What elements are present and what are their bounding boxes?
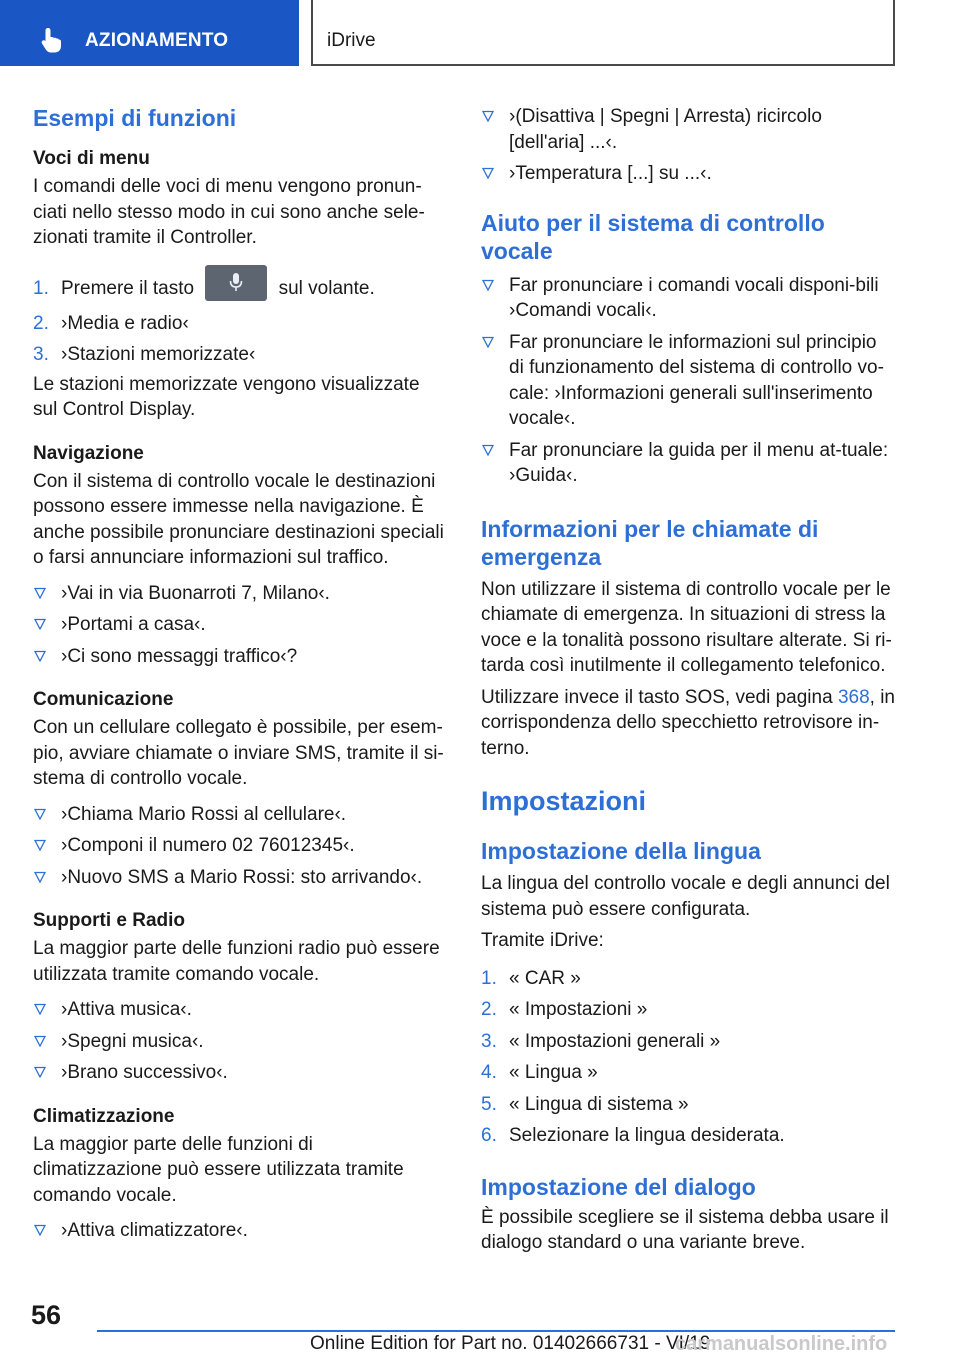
list-item: [33, 802, 445, 828]
chapter-label: iDrive: [327, 30, 376, 51]
list-item: [33, 612, 445, 638]
section-tab: [0, 0, 299, 66]
footer-divider: [97, 1330, 895, 1332]
microphone-icon: [229, 273, 243, 293]
triangle-bullet-icon: [34, 587, 46, 599]
list-item: [481, 997, 896, 1023]
step-number: 6.: [481, 1125, 497, 1146]
item-text: ›Portami a casa‹.: [61, 614, 206, 636]
list-item: [481, 1060, 896, 1086]
list-climatizzazione-cont: [481, 104, 896, 187]
paragraph-supporti: La maggior parte delle funzioni radio può essere utilizzata tramite comando vocale.: [33, 938, 440, 985]
step-text: Premere il tasto: [61, 277, 195, 299]
step-text: « Impostazioni »: [509, 999, 648, 1020]
section-title-impostazioni: Impostazioni: [481, 786, 647, 816]
step-text: Selezionare la lingua desiderata.: [509, 1125, 785, 1146]
steps-voci-menu: [33, 271, 445, 368]
item-text: Far pronunciare le informazioni sul principio di funzionamento del sistema di controllo vo-cale: ›Informazioni generali sull'inserimento vocale‹.: [509, 331, 884, 429]
triangle-bullet-icon: [482, 279, 494, 291]
list-item: [33, 271, 445, 307]
section-title-aiuto: Aiuto per il sistema di controllo vocale: [481, 209, 825, 264]
item-text: ›Attiva musica‹.: [61, 999, 192, 1021]
step-number: 3.: [33, 344, 49, 366]
section-title-esempi: Esempi di funzioni: [33, 105, 237, 131]
step-number: 4.: [481, 1062, 497, 1083]
step-text: ›Media e radio‹: [61, 312, 189, 334]
triangle-bullet-icon: [34, 808, 46, 820]
hand-pointer-icon: [38, 26, 66, 54]
triangle-bullet-icon: [34, 1066, 46, 1078]
steps-lingua: [481, 966, 896, 1149]
list-item: [481, 104, 896, 155]
section-label: AZIONAMENTO: [85, 30, 229, 51]
heading-supporti: Supporti e Radio: [33, 910, 185, 932]
watermark: carmanualsonline.info: [675, 1333, 888, 1355]
list-item: [481, 330, 896, 432]
page-header: [0, 0, 960, 66]
item-text: ›Chiama Mario Rossi al cellulare‹.: [61, 803, 347, 825]
item-text: ›Componi il numero 02 76012345‹.: [61, 835, 355, 857]
paragraph-lingua: La lingua del controllo vocale e degli annunci del sistema può essere configurata.: [481, 873, 890, 920]
triangle-bullet-icon: [34, 1035, 46, 1047]
paragraph-climatizzazione: La maggior parte delle funzioni di climatizzazione può essere utilizzata tramite comando vocale.: [33, 1133, 404, 1206]
list-comunicazione: [33, 802, 445, 891]
list-item: [33, 581, 445, 607]
heading-climatizzazione: Climatizzazione: [33, 1105, 175, 1127]
step-text: « Lingua di sistema »: [509, 1093, 689, 1115]
triangle-bullet-icon: [482, 336, 494, 348]
step-number: 5.: [481, 1093, 497, 1115]
step-number: 1.: [33, 277, 49, 299]
paragraph-dialogo: È possibile scegliere se il sistema debba usare il dialogo standard o una variante breve.: [481, 1206, 889, 1253]
edition-text: Online Edition for Part no. 01402666731 - VI/19: [310, 1333, 711, 1354]
paragraph-navigazione: Con il sistema di controllo vocale le destinazioni possono essere immesse nella navigazione. È anche possibile pronunciare destinazioni speciali o farsi annunciare informazioni sul traffico.: [33, 470, 444, 569]
triangle-bullet-icon: [34, 1003, 46, 1015]
step-number: 2.: [481, 999, 497, 1020]
heading-voci-menu: Voci di menu: [33, 148, 150, 169]
section-title-dialogo: Impostazione del dialogo: [481, 1173, 756, 1200]
list-item: [481, 1029, 896, 1055]
item-text: ›Temperatura [...] su ...‹.: [509, 163, 712, 184]
right-column: [481, 100, 896, 1256]
list-climatizzazione: [33, 1218, 445, 1244]
item-text: ›Attiva climatizzatore‹.: [61, 1220, 248, 1242]
list-item: [481, 1123, 896, 1149]
paragraph-stazioni: Le stazioni memorizzate vengono visualizzate sul Control Display.: [33, 373, 420, 421]
paragraph-voci-menu: I comandi delle voci di menu vengono pronun-ciati nello stesso modo in cui sono anche sele-zionati tramite il Controller.: [33, 176, 425, 248]
list-item: [481, 966, 896, 992]
list-navigazione: [33, 581, 445, 670]
paragraph-comunicazione: Con un cellulare collegato è possibile, per esem-pio, avviare chiamate o inviare SMS, tramite il si-stema di controllo vocale.: [33, 717, 444, 790]
step-text: « CAR »: [509, 967, 581, 989]
list-item: [481, 161, 896, 187]
sos-text: Utilizzare invece il tasto SOS, vedi pagina: [481, 686, 833, 708]
triangle-bullet-icon: [34, 618, 46, 630]
step-number: 2.: [33, 312, 49, 334]
item-text: Far pronunciare la guida per il menu at-tuale: ›Guida‹.: [509, 439, 889, 486]
page-link[interactable]: 368: [837, 686, 870, 708]
triangle-bullet-icon: [34, 839, 46, 851]
heading-comunicazione: Comunicazione: [33, 689, 174, 711]
list-item: [481, 1092, 896, 1118]
list-aiuto: [481, 273, 896, 489]
item-text: ›Nuovo SMS a Mario Rossi: sto arrivando‹.: [61, 866, 423, 888]
heading-navigazione: Navigazione: [33, 442, 144, 464]
triangle-bullet-icon: [34, 650, 46, 662]
step-text: « Impostazioni generali »: [509, 1030, 721, 1052]
triangle-bullet-icon: [482, 167, 494, 179]
list-item: [481, 273, 896, 324]
triangle-bullet-icon: [482, 110, 494, 122]
list-item: [33, 644, 445, 670]
item-text: ›Vai in via Buonarroti 7, Milano‹.: [61, 582, 330, 604]
section-title-lingua: Impostazione della lingua: [481, 838, 761, 864]
list-item: [33, 1029, 445, 1055]
step-text: ›Stazioni memorizzate‹: [61, 344, 256, 366]
paragraph-tramite: Tramite iDrive:: [481, 930, 604, 951]
left-column: [33, 100, 445, 1244]
voice-button-image: [205, 265, 267, 301]
item-text: ›Brano successivo‹.: [61, 1062, 228, 1084]
step-number: 1.: [481, 967, 497, 989]
chapter-box: [311, 0, 895, 66]
item-text: ›Ci sono messaggi traffico‹?: [61, 645, 298, 667]
list-supporti: [33, 997, 445, 1086]
triangle-bullet-icon: [34, 871, 46, 883]
list-item: [33, 1060, 445, 1086]
list-item: [33, 997, 445, 1023]
section-title-emergenza: Informazioni per le chiamate di emergenza: [481, 515, 819, 570]
item-text: ›Spegni musica‹.: [61, 1030, 204, 1052]
item-text: Far pronunciare i comandi vocali disponi-bili ›Comandi vocali‹.: [509, 274, 879, 321]
list-item: [33, 342, 445, 368]
step-text-after: sul volante.: [278, 277, 375, 299]
list-item: [33, 311, 445, 337]
paragraph-sos: [481, 685, 896, 762]
item-text: ›(Disattiva | Spegni | Arresta) ricircolo [dell'aria] ...‹.: [509, 106, 822, 153]
triangle-bullet-icon: [34, 1224, 46, 1236]
step-number: 3.: [481, 1030, 497, 1052]
list-item: [33, 865, 445, 891]
page-number: 56: [31, 1300, 62, 1330]
step-text: « Lingua »: [509, 1062, 598, 1083]
list-item: [33, 833, 445, 859]
triangle-bullet-icon: [482, 444, 494, 456]
paragraph-emergenza: Non utilizzare il sistema di controllo vocale per le chiamate di emergenza. In situazioni di stress la voce e la tonalità possono risultare alterate. Si ri-tarda così inutilmente il collegamento telefonico.: [481, 578, 892, 676]
sos-text-after: , in corrispondenza dello specchietto retrovisore in-terno.: [481, 686, 896, 759]
list-item: [481, 438, 896, 489]
list-item: [33, 1218, 445, 1244]
